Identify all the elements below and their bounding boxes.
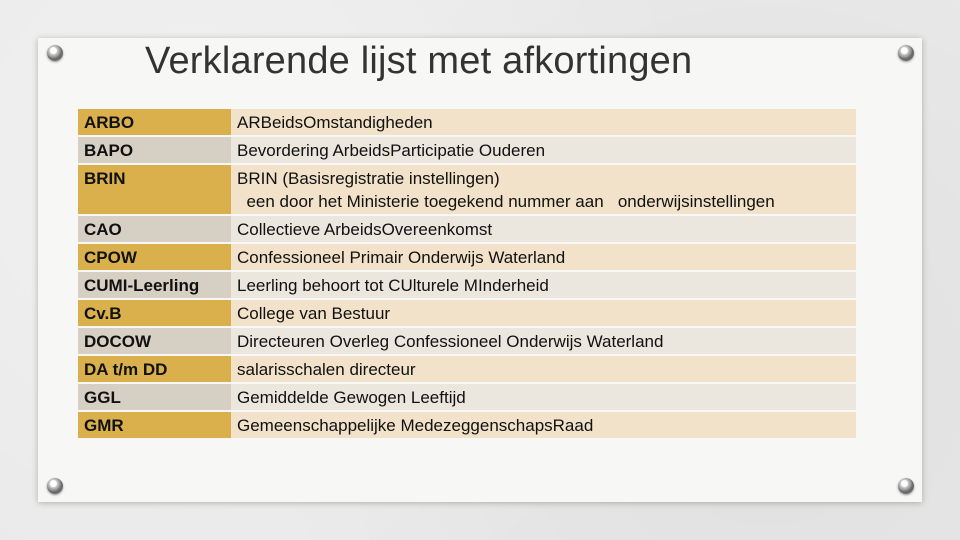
table-row <box>78 356 856 382</box>
abbreviation-description <box>231 356 856 382</box>
description-line: BRIN (Basisregistratie instellingen) <box>237 169 500 188</box>
abbreviation-term: DOCOW <box>78 328 231 354</box>
description-line: Gemiddelde Gewogen Leeftijd <box>237 388 466 407</box>
abbreviation-term: ARBO <box>78 109 231 135</box>
table-row <box>78 328 856 354</box>
abbreviation-table <box>78 107 856 440</box>
table-row <box>78 272 856 298</box>
abbreviation-term: GMR <box>78 412 231 438</box>
description-line: Bevordering ArbeidsParticipatie Ouderen <box>237 141 546 160</box>
abbreviation-description <box>231 244 856 270</box>
abbreviation-term: BRIN <box>78 165 231 214</box>
table-row <box>78 244 856 270</box>
description-line: Leerling behoort tot CUlturele MInderheid <box>237 276 549 295</box>
table-row <box>78 384 856 410</box>
abbreviation-term: BAPO <box>78 137 231 163</box>
table-row <box>78 300 856 326</box>
abbreviation-description <box>231 272 856 298</box>
description-line: salarisschalen directeur <box>237 360 416 379</box>
abbreviation-term: Cv.B <box>78 300 231 326</box>
abbreviation-description <box>231 384 856 410</box>
table-row <box>78 137 856 163</box>
table-row <box>78 165 856 214</box>
abbreviation-description <box>231 137 856 163</box>
description-line: Collectieve ArbeidsOvereenkomst <box>237 220 493 239</box>
pin-icon <box>898 45 914 61</box>
pin-icon <box>47 478 63 494</box>
description-line: Directeuren Overleg Confessioneel Onderwijs Waterland <box>237 332 664 351</box>
abbreviation-description <box>231 300 856 326</box>
table-row <box>78 412 856 438</box>
abbreviation-description <box>231 165 856 214</box>
pin-icon <box>898 478 914 494</box>
abbreviation-description <box>231 109 856 135</box>
abbreviation-term: CUMI-Leerling <box>78 272 231 298</box>
pin-icon <box>47 45 63 61</box>
description-line: College van Bestuur <box>237 304 391 323</box>
description-line: ARBeidsOmstandigheden <box>237 113 433 132</box>
table-row <box>78 109 856 135</box>
description-line: een door het Ministerie toegekend nummer aan onderwijsinstellingen <box>237 192 775 211</box>
abbreviation-term: DA t/m DD <box>78 356 231 382</box>
abbreviation-description <box>231 216 856 242</box>
abbreviation-term: GGL <box>78 384 231 410</box>
table-row <box>78 216 856 242</box>
abbreviation-term: CPOW <box>78 244 231 270</box>
abbreviation-description <box>231 412 856 438</box>
slide-title: Verklarende lijst met afkortingen <box>145 40 693 82</box>
description-line: Confessioneel Primair Onderwijs Waterland <box>237 248 566 267</box>
description-line: Gemeenschappelijke MedezeggenschapsRaad <box>237 416 594 435</box>
abbreviation-description <box>231 328 856 354</box>
abbreviation-term: CAO <box>78 216 231 242</box>
